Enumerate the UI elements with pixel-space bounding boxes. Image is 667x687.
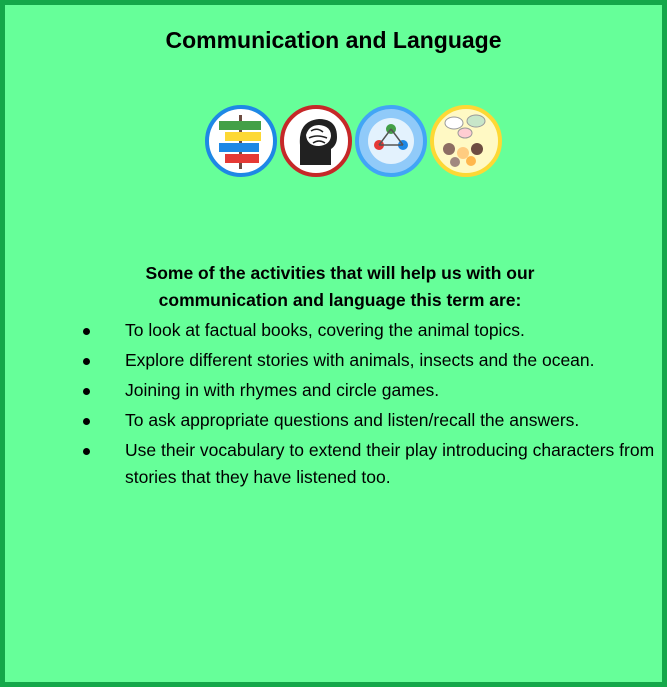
people-network-icon: [357, 107, 425, 175]
icon-strip: [205, 105, 505, 177]
activities-intro: [25, 260, 655, 314]
list-item: [5, 317, 655, 344]
brain-head-icon: [282, 107, 350, 175]
page-title: Communication and Language: [165, 27, 502, 53]
bullet-icon: [83, 448, 90, 455]
bullet-icon: [83, 358, 90, 365]
survival-signpost-icon: [207, 107, 275, 175]
bullet-icon: [83, 418, 90, 425]
list-item: [5, 347, 655, 374]
list-item: [5, 437, 655, 491]
list-item-text: To look at factual books, covering the animal topics.: [125, 320, 525, 340]
list-item: [5, 377, 655, 404]
list-item-text: Joining in with rhymes and circle games.: [125, 380, 440, 400]
activities-list: [5, 317, 655, 494]
activities-intro-line-2: communication and language this term are:: [158, 290, 522, 310]
list-item-text: Use their vocabulary to extend their play introducing characters from stories that they have listened too.: [125, 440, 655, 487]
children-talking-icon: [432, 107, 500, 175]
list-item-text: To ask appropriate questions and listen/recall the answers.: [125, 410, 580, 430]
activities-intro-line-1: Some of the activities that will help us with our: [145, 263, 535, 283]
list-item: [5, 407, 655, 434]
bullet-icon: [83, 388, 90, 395]
list-item-text: Explore different stories with animals, insects and the ocean.: [125, 350, 595, 370]
bullet-icon: [83, 328, 90, 335]
